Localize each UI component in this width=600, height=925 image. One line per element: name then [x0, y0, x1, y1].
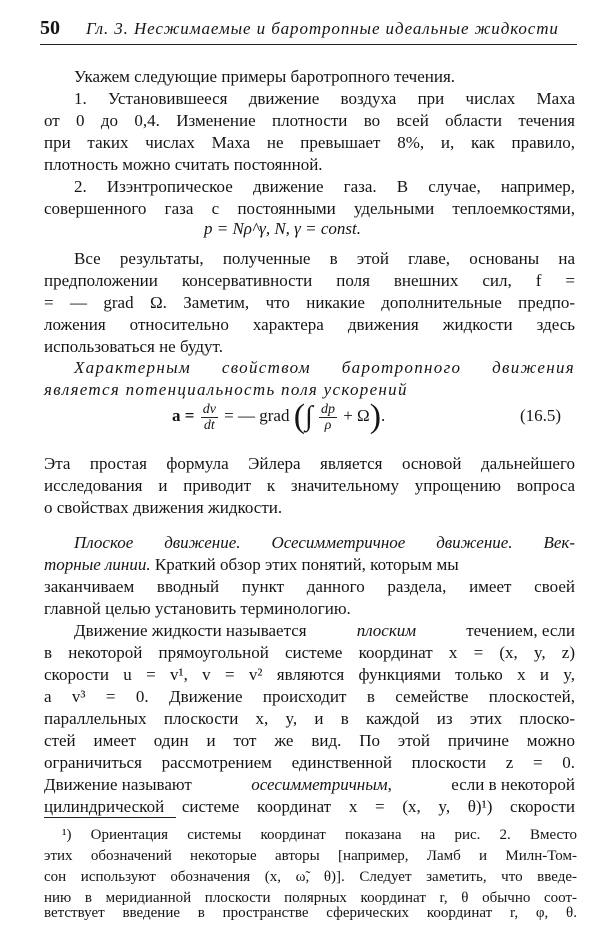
- text-line: в некоторой прямоугольной системе координат x = (x, y, z): [44, 643, 575, 662]
- chapter-title: Гл. 3. Несжимаемые и баротропные идеальные жидкости: [86, 19, 559, 38]
- section-heading: Плоское движение. Осесимметричное движение. Век-: [74, 533, 575, 552]
- fraction-dv-dt: [201, 402, 218, 433]
- term-axisymmetric: осесимметричным,: [251, 775, 392, 794]
- running-header: [40, 17, 580, 43]
- text-line: о свойствах движения жидкости.: [44, 498, 283, 517]
- text-line: 1. Установившееся движение воздуха при числах Маха: [74, 89, 575, 108]
- footnote-rule: [44, 817, 176, 818]
- footnote-line: ветствует введение в пространстве сферических координат r, φ, θ.: [44, 905, 577, 921]
- text-fragment: если в некоторой: [451, 775, 575, 794]
- formula-tail: + Ω: [343, 406, 370, 425]
- fraction-numerator: dp: [320, 401, 335, 417]
- footnote-line: этих обозначений некоторые авторы [например, Ламб и Милн-Том-: [44, 848, 577, 864]
- text-line: [44, 554, 575, 576]
- text-fragment: Движение жидкости называется: [74, 621, 307, 640]
- text-line: предположении консервативности поля внешних сил, f =: [44, 271, 575, 290]
- text-line: Все результаты, полученные в этой главе, основаны на: [74, 249, 575, 268]
- text-line: ложения относительно характера движения жидкости здесь: [44, 315, 575, 334]
- footnote-line: ¹) Ориентация системы координат показана на рис. 2. Вместо: [62, 827, 577, 843]
- text-line: = — grad Ω. Заметим, что никакие дополнительные предпо-: [44, 293, 575, 312]
- text-line: заканчиваем вводный пункт данного раздела, имеет своей: [44, 577, 575, 596]
- text-line: [44, 774, 575, 796]
- text-line: при таких числах Маха не превышает 8%, и, как правило,: [44, 133, 575, 152]
- text-line: Укажем следующие примеры баротропного течения.: [74, 67, 456, 86]
- text-line: ограничиться рассмотрением единственной плоскости z = 0.: [44, 753, 575, 772]
- section-heading-end: торные линии.: [44, 555, 151, 574]
- text-fragment: течением, если: [466, 621, 575, 640]
- text-line: плотность можно считать постоянной.: [44, 155, 323, 174]
- text-line: исследования и приводит к значительному упрощению вопроса: [44, 476, 575, 495]
- text-fragment: Краткий обзор этих понятий, которым мы: [150, 555, 459, 574]
- page-number: 50: [40, 17, 60, 39]
- text-line: использоваться не будут.: [44, 337, 223, 356]
- text-fragment: Движение называют: [44, 775, 192, 794]
- text-line: 2. Изэнтропическое движение газа. В случае, например,: [74, 177, 575, 196]
- footnote-line: нию в меридианной плоскости полярных координат r, θ обычно соот-: [44, 890, 577, 906]
- text-line: от 0 до 0,4. Изменение плотности во всей области течения: [44, 111, 575, 130]
- formula-equation-of-state: p = Nρ^γ, N, γ = const.: [204, 219, 361, 238]
- text-line: [74, 620, 575, 642]
- formula-euler-acceleration: a = $\frac{dv}{dt}$ = — grad (∫ $\frac{dp}{\rho}$ + Ω).: [172, 398, 386, 436]
- italic-text-line: является потенциальность поля ускорений: [44, 380, 408, 399]
- left-paren: (: [293, 398, 306, 436]
- text-line: цилиндрической системе координат x = (x, y, θ)¹) скорости: [44, 797, 575, 816]
- header-rule: [40, 44, 577, 45]
- text-line: а v³ = 0. Движение происходит в семействе плоскостей,: [44, 687, 575, 706]
- equation-number: (16.5): [520, 406, 562, 425]
- text-line: параллельных плоскости x, y, и в каждой из этих плоско-: [44, 709, 575, 728]
- fraction-numerator: dv: [202, 401, 216, 417]
- integral-sign: ∫: [305, 401, 313, 433]
- fraction-denominator: ρ: [324, 417, 332, 433]
- right-paren: ): [369, 398, 382, 436]
- text-line: скорости u = v¹, v = v² являются функциями только x и y,: [44, 665, 575, 684]
- term-plane: плоским: [356, 621, 417, 640]
- text-line: стей имеет один и тот же вид. По этой причине можно: [44, 731, 575, 750]
- text-line: главной целью установить терминологию.: [44, 599, 351, 618]
- fraction-dp-rho: [319, 402, 337, 433]
- italic-text-line: Характерным свойством баротропного движения: [74, 358, 575, 377]
- fraction-denominator: dt: [203, 417, 215, 433]
- formula-grad: = — grad: [224, 406, 290, 425]
- text-line: совершенного газа с постоянными удельными теплоемкостями,: [44, 199, 575, 218]
- footnote-line: сон используют обозначения (x, ω̃, θ)]. Следует заметить, что введе-: [44, 869, 577, 885]
- formula-lhs: a =: [172, 406, 195, 425]
- text-line: Эта простая формула Эйлера является основой дальнейшего: [44, 454, 575, 473]
